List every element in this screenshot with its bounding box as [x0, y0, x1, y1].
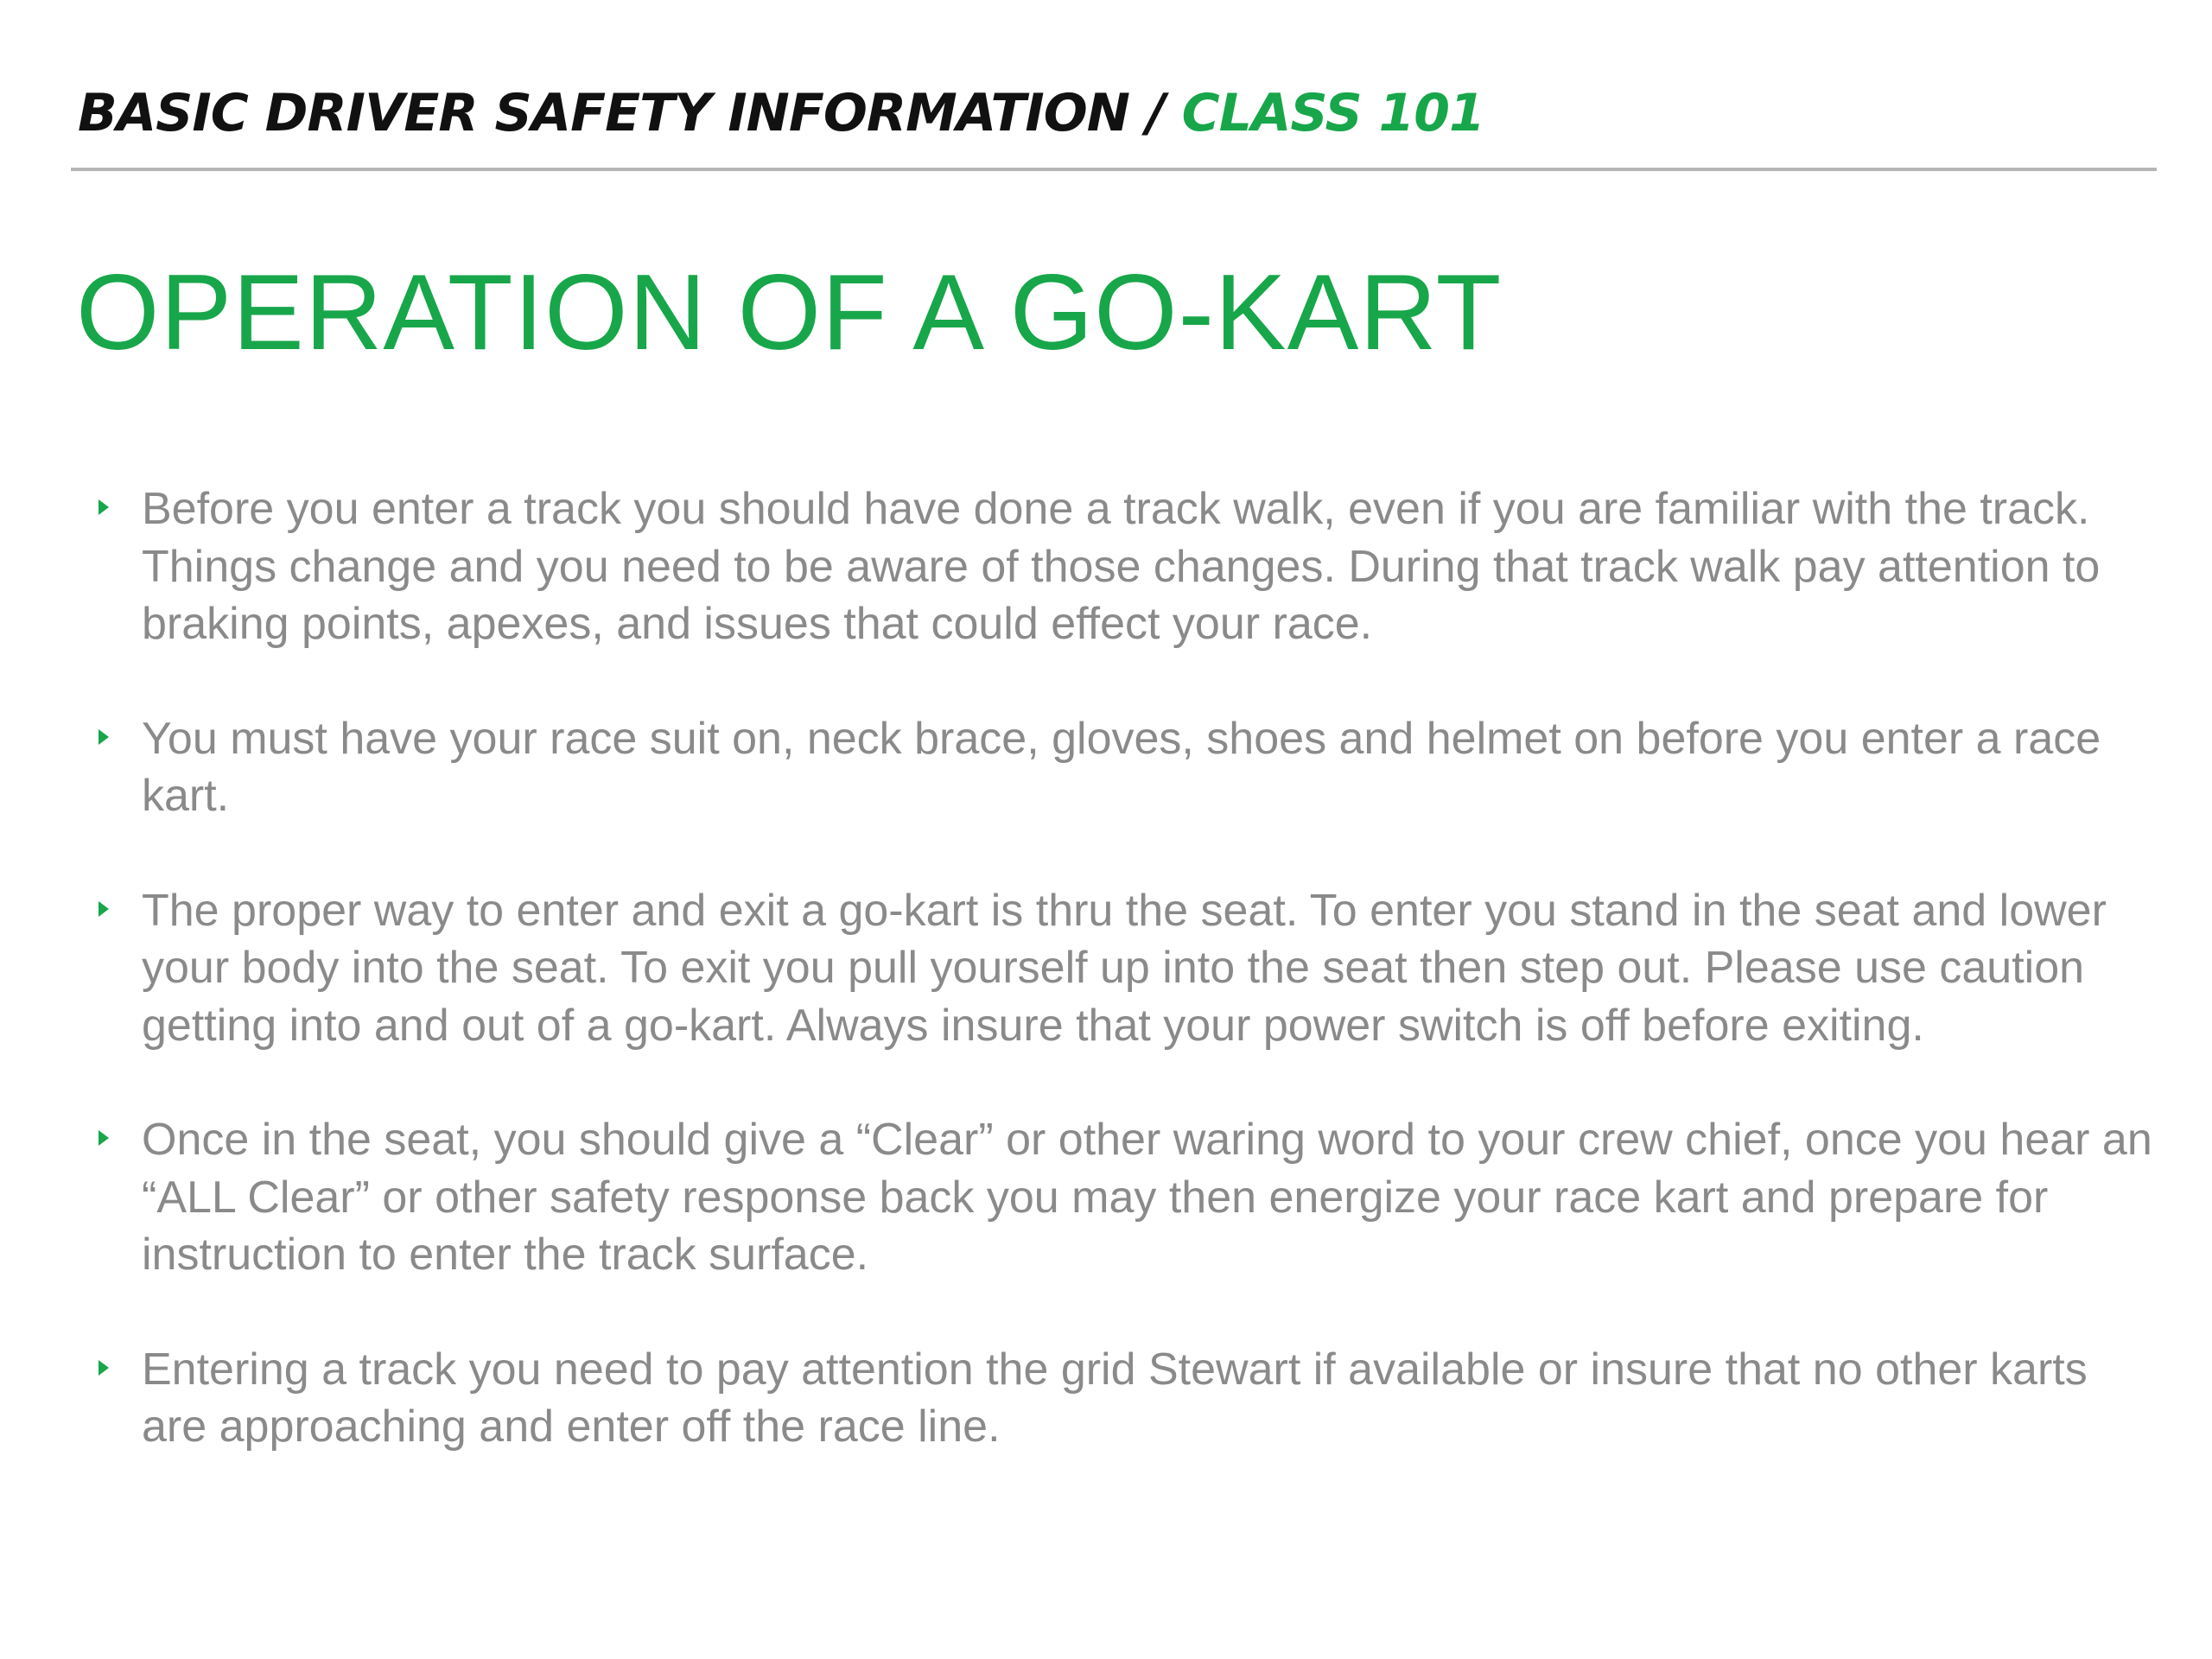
bullet-text: Before you enter a track you should have done a track walk, even if you are familiar with the track. Things change and you need to be aware of those changes. During that track walk pay attention to braking points, apexes, and issues that could effect your race. — [142, 484, 2101, 649]
header-separator: / — [1128, 83, 1182, 143]
slide-header — [78, 74, 1484, 152]
triangle-bullet-icon — [99, 1130, 109, 1146]
page-title: OPERATION OF A GO-KART — [76, 253, 1503, 372]
bullet-item — [0, 1341, 2155, 1456]
triangle-bullet-icon — [99, 1360, 109, 1376]
triangle-bullet-icon — [99, 901, 109, 917]
header-divider — [71, 168, 2157, 171]
header-title: BASIC DRIVER SAFETY INFORMATION — [78, 83, 1129, 143]
header-class-label: CLASS 101 — [1181, 83, 1484, 143]
bullet-text: You must have your race suit on, neck brace, gloves, shoes and helmet on before you enter a race kart. — [142, 713, 2101, 821]
bullet-text: Entering a track you need to pay attention the grid Stewart if available or insure that no other karts are approaching and enter off the race line. — [142, 1344, 2088, 1452]
bullet-text: Once in the seat, you should give a “Clear” or other waring word to your crew chief, once you hear an “ALL Clear” or other safety response back you may then energize your race kart and prepare for instruction to enter the track surface. — [142, 1115, 2152, 1280]
bullet-item — [0, 710, 2155, 825]
bullet-item — [0, 480, 2155, 653]
triangle-bullet-icon — [99, 499, 109, 515]
triangle-bullet-icon — [99, 729, 109, 745]
bullet-list — [0, 480, 2212, 1513]
bullet-item — [0, 882, 2155, 1055]
bullet-text: The proper way to enter and exit a go-kart is thru the seat. To enter you stand in the seat and lower your body into the seat. To exit you pull yourself up into the seat then step out. Please use caution getting into and out of a go-kart. Always insure that your power switch is off before exiting. — [142, 885, 2107, 1051]
bullet-item — [0, 1111, 2155, 1284]
